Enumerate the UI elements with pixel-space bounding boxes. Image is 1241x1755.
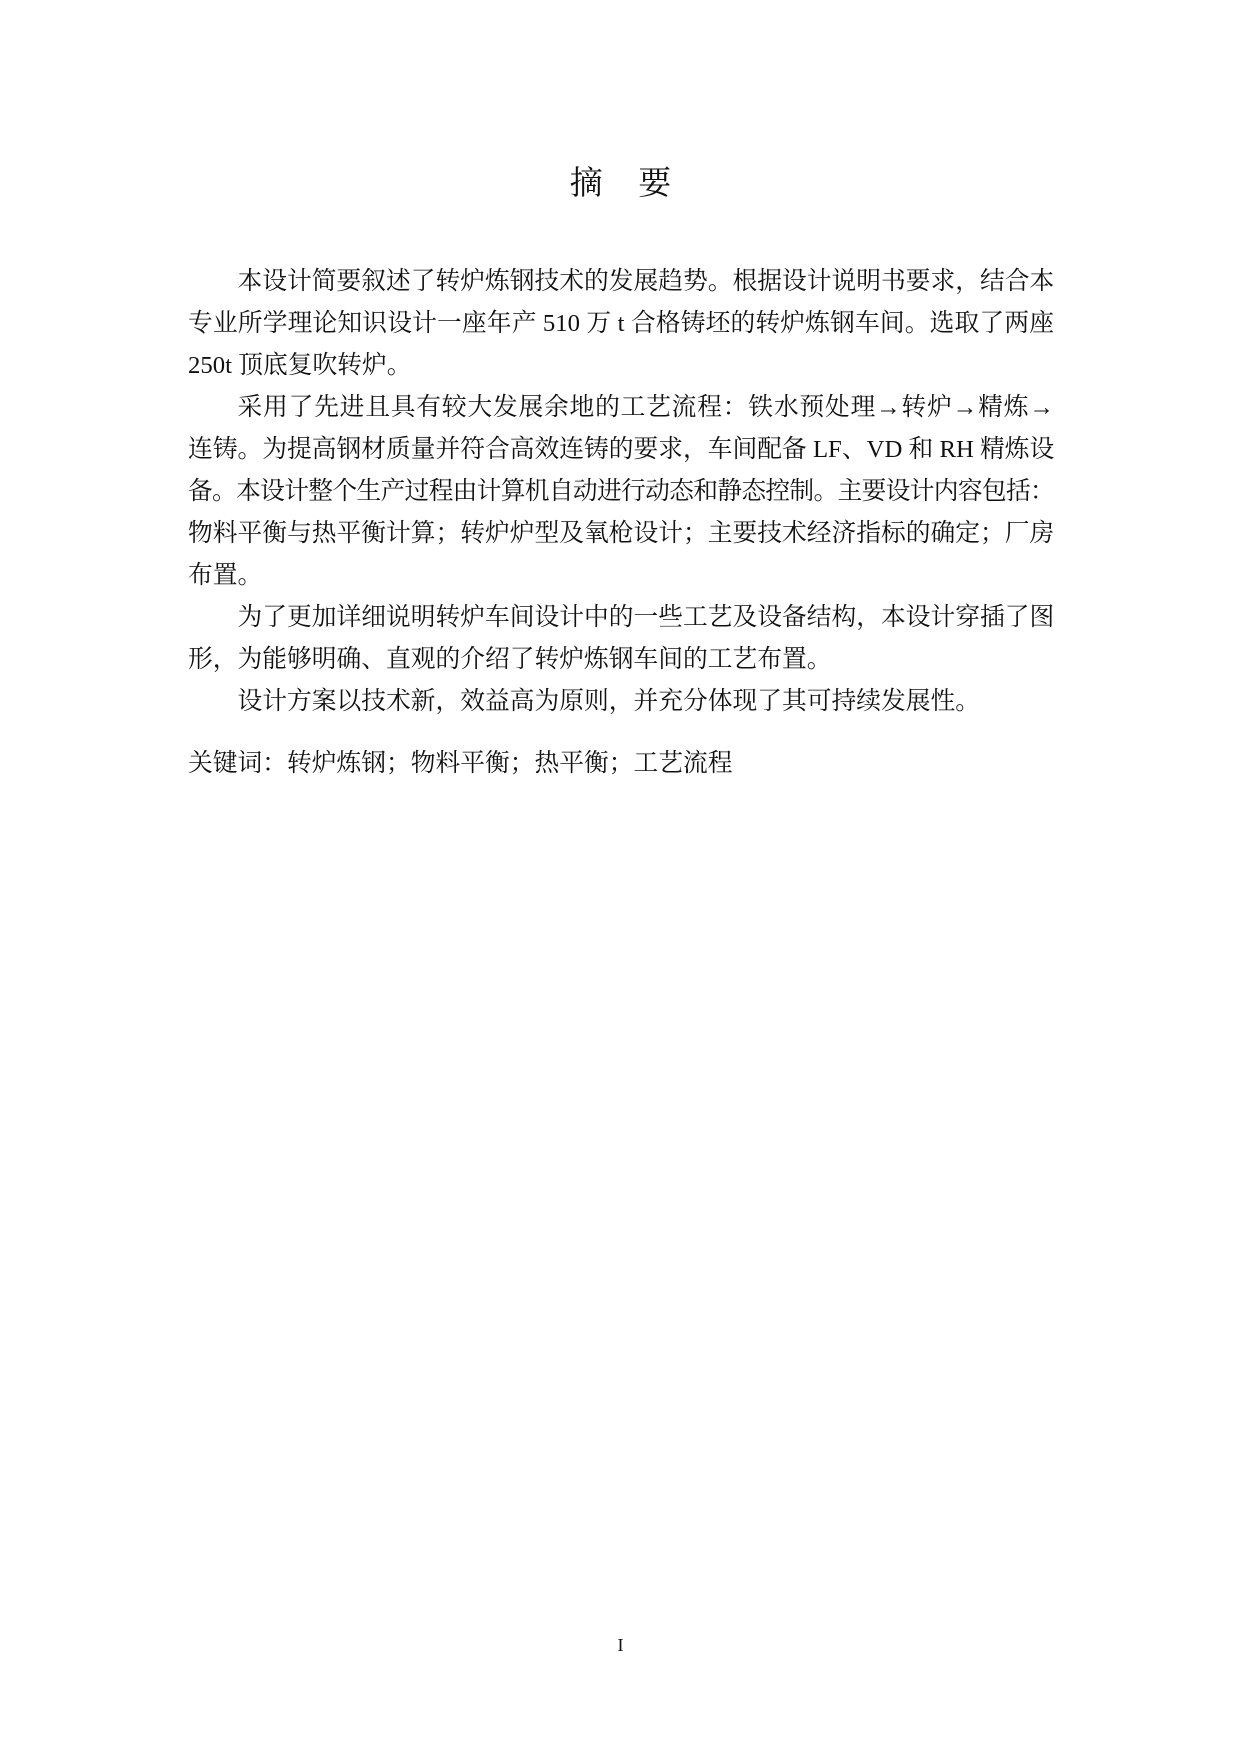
- paragraph-line: 布置。: [188, 562, 263, 589]
- page-number: I: [617, 1635, 624, 1655]
- paragraph-line: 物料平衡与热平衡计算；转炉炉型及氧枪设计；主要技术经济指标的确定；厂房: [188, 520, 1055, 547]
- keywords-value: 转炉炼钢；物料平衡；热平衡；工艺流程: [287, 750, 733, 777]
- paragraph-line: 连铸。为提高钢材质量并符合高效连铸的要求，车间配备 LF、VD 和 RH 精炼设: [188, 436, 1055, 463]
- keywords-line: [188, 742, 1054, 784]
- paragraph-line: 为了更加详细说明转炉车间设计中的一些工艺及设备结构，本设计穿插了图: [237, 604, 1055, 631]
- abstract-body: [188, 261, 1054, 723]
- page-title: 摘 要: [569, 163, 672, 202]
- abstract-paragraph-1: [188, 261, 1054, 387]
- keywords-label: 关键词：: [188, 748, 287, 777]
- abstract-paragraph-3: [188, 597, 1054, 681]
- paragraph-line: 形，为能够明确、直观的介绍了转炉炼钢车间的工艺布置。: [188, 646, 832, 673]
- paragraph-line: 专业所学理论知识设计一座年产 510 万 t 合格铸坯的转炉炼钢车间。选取了两座: [188, 310, 1054, 337]
- paragraph-line: 250t 顶底复吹转炉。: [188, 352, 412, 379]
- paragraph-line: 采用了先进且具有较大发展余地的工艺流程：铁水预处理→转炉→精炼→: [237, 394, 1054, 421]
- abstract-paragraph-4: [188, 681, 1054, 723]
- paragraph-line: 备。本设计整个生产过程由计算机自动进行动态和静态控制。主要设计内容包括：: [188, 478, 1054, 505]
- paragraph-line: 本设计简要叙述了转炉炼钢技术的发展趋势。根据设计说明书要求，结合本: [237, 268, 1055, 295]
- paragraph-line: 设计方案以技术新，效益高为原则，并充分体现了其可持续发展性。: [237, 688, 980, 715]
- abstract-paragraph-2: [188, 387, 1054, 597]
